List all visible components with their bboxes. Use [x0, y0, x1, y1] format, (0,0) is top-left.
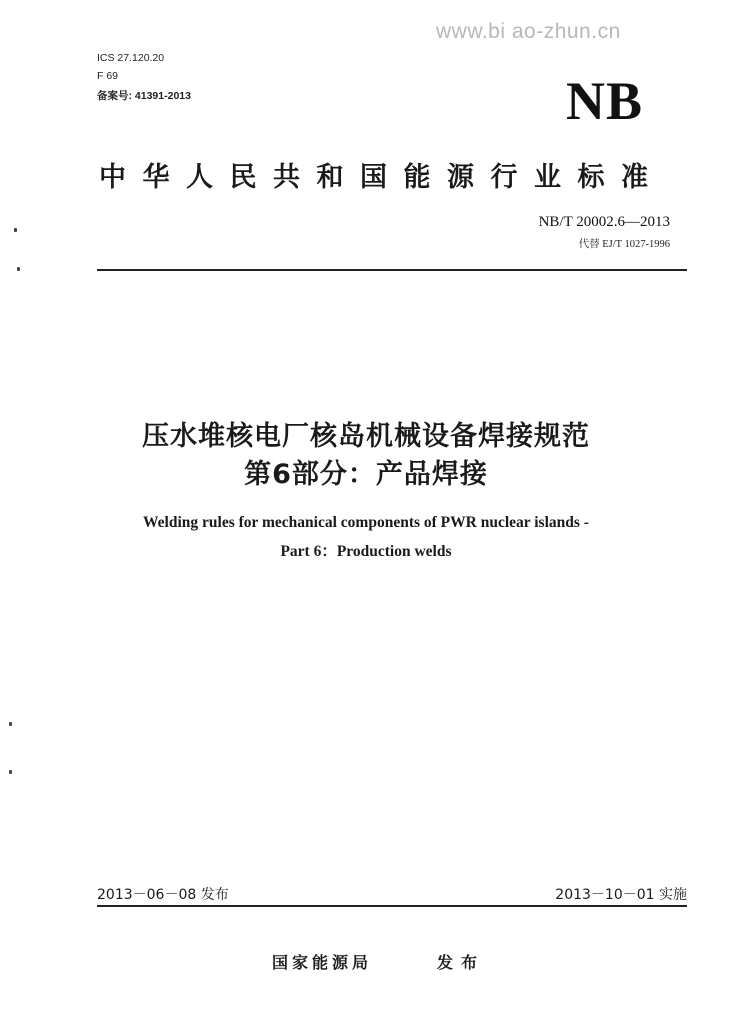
ics-code: ICS 27.120.20 — [97, 52, 165, 64]
standard-number: NB/T 20002.6—2013 — [538, 214, 670, 230]
title-chinese-line2: 第6部分：产品焊接 — [244, 459, 488, 490]
scan-speck — [9, 722, 12, 726]
top-divider — [97, 269, 687, 271]
replaces-standard: 代替 EJ/T 1027-1996 — [578, 239, 670, 250]
scan-speck — [9, 770, 12, 774]
title-english-line1: Welding rules for mechanical components of PWR nuclear islands - — [143, 514, 589, 531]
title-chinese-line1: 压水堆核电厂核岛机械设备焊接规范 — [142, 421, 590, 452]
standard-category: 中华人民共和国能源行业标准 — [99, 162, 665, 193]
issue-action: 发布 — [437, 953, 486, 972]
nb-logo: NB — [566, 71, 644, 131]
record-number: 备案号: 41391-2013 — [97, 90, 191, 102]
watermark: www.bi ao-zhun.cn — [436, 20, 621, 43]
title-english-line2: Part 6：Production welds — [280, 543, 452, 560]
scan-speck — [14, 228, 17, 232]
bottom-divider — [97, 905, 687, 907]
scan-speck — [17, 267, 20, 271]
ccs-code: F 69 — [97, 70, 119, 82]
issuing-authority: 国家能源局 — [272, 953, 373, 972]
implementation-date: 2013－10－01 实施 — [555, 887, 687, 903]
issue-date: 2013－06－08 发布 — [97, 887, 229, 903]
